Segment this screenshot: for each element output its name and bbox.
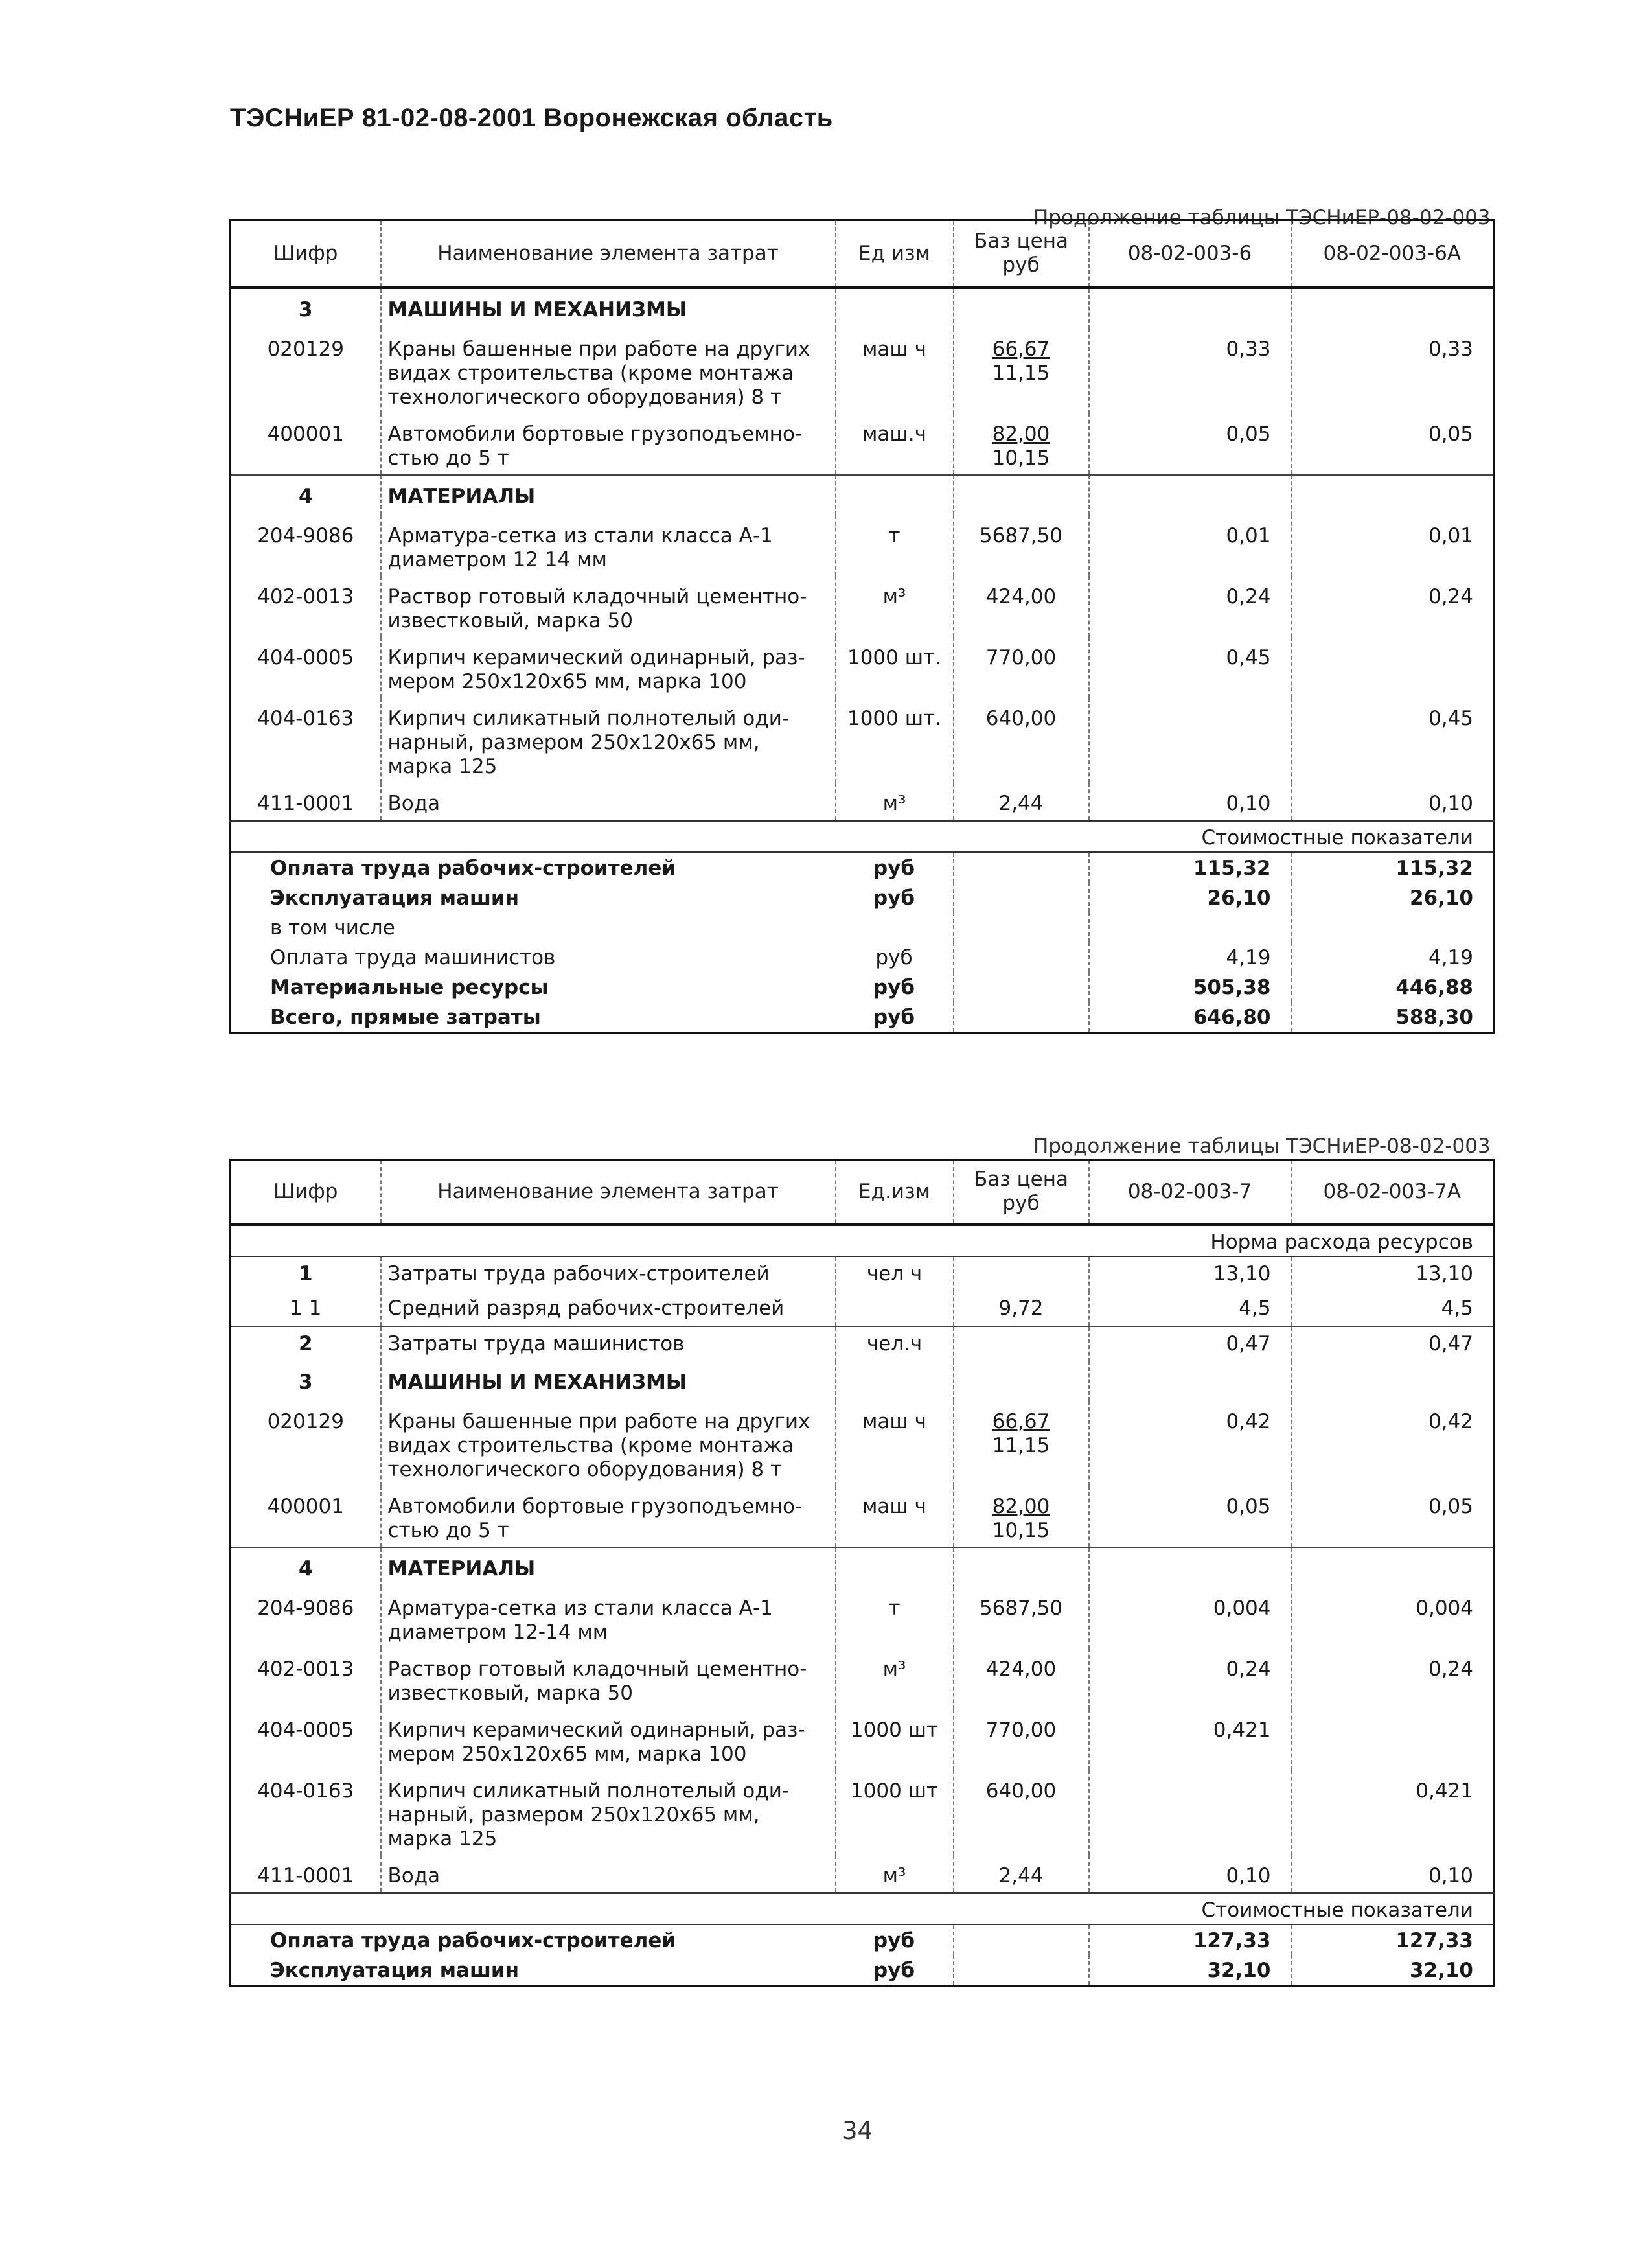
resource-code: 404-0005 (231, 1709, 381, 1770)
table2-summary (231, 1924, 1494, 1986)
empty-cell (954, 475, 1089, 515)
summary-row (231, 912, 1494, 942)
base-price-cell (954, 413, 1089, 475)
section-number: 4 (231, 1547, 381, 1588)
table2-cost-band (231, 1893, 1494, 1924)
resource-code: 400001 (231, 413, 381, 475)
norm-variant-1: 4,5 (1089, 1291, 1291, 1326)
norm-variant-2: 0,10 (1428, 791, 1473, 815)
empty-cell (836, 475, 954, 515)
table2-labor (231, 1256, 1494, 1361)
col-header-unit: Ед.изм (836, 1160, 954, 1225)
resource-name: Кирпич силикатный полнотелый оди-нарный, размером 250х120х65 мм, марка 125 (381, 698, 836, 783)
labor-unit (836, 1291, 954, 1326)
summary-row (231, 942, 1494, 972)
col-header-name: Наименование элемента затрат (381, 220, 836, 288)
resource-code: 400001 (231, 1486, 381, 1547)
summary-variant-1: 4,19 (1089, 942, 1291, 972)
norm-variant-1: 0,05 (1089, 1486, 1291, 1547)
empty-cell (836, 1547, 954, 1588)
labor-name: Средний разряд рабочих-строителей (381, 1291, 836, 1326)
norm-variant-1: 0,10 (1089, 783, 1291, 821)
summary-variant-1: 646,80 (1089, 1002, 1291, 1033)
resource-row (231, 515, 1494, 576)
resource-row (231, 329, 1494, 413)
base-price-cell (954, 1648, 1089, 1709)
base-price: 66,67 (992, 1409, 1050, 1433)
resource-name: Арматура-сетка из стали класса А-1 диаметром 12 14 мм (381, 515, 836, 576)
col-header-variant-2: 08-02-003-6А (1291, 220, 1494, 288)
empty-cell (1089, 1547, 1291, 1588)
base-price: 640,00 (985, 1779, 1057, 1803)
summary-name: Эксплуатация машин (270, 886, 520, 910)
page-number: 34 (842, 2117, 873, 2145)
base-price-cell (954, 1855, 1089, 1893)
summary-row (231, 1002, 1494, 1033)
norm-variant-2: 0,47 (1291, 1326, 1494, 1361)
empty-cell (1089, 288, 1291, 329)
base-price: 5687,50 (979, 1596, 1063, 1620)
empty-cell (954, 1361, 1089, 1401)
norm-variant-2: 0,004 (1416, 1596, 1473, 1620)
norm-variant-1: 0,01 (1089, 515, 1291, 576)
base-price-wages: 10,15 (992, 446, 1050, 470)
empty-cell (954, 1955, 1089, 1986)
norm-variant-1: 0,45 (1089, 637, 1291, 698)
resource-code: 402-0013 (231, 1648, 381, 1709)
empty-cell (954, 972, 1089, 1002)
empty-cell (954, 912, 1089, 942)
section-title: МАШИНЫ И МЕХАНИЗМЫ (381, 1361, 836, 1401)
resource-code: 204-9086 (231, 1588, 381, 1648)
empty-cell (1291, 1547, 1494, 1588)
resource-code: 411-0001 (231, 783, 381, 821)
base-price-wages: 10,15 (992, 1518, 1050, 1542)
resource-row (231, 1486, 1494, 1547)
summary-name: Эксплуатация машин (270, 1958, 520, 1982)
resource-unit: маш ч (836, 1486, 954, 1547)
resource-name: Раствор готовый кладочный цементно-известковый, марка 50 (381, 576, 836, 637)
summary-unit: руб (836, 1924, 954, 1955)
labor-unit: чел ч (836, 1256, 954, 1291)
summary-variant-1: 115,32 (1089, 852, 1291, 883)
resource-code: 204-9086 (231, 515, 381, 576)
summary-unit: руб (836, 852, 954, 883)
summary-variant-1: 505,38 (1089, 972, 1291, 1002)
table1-continuation-caption: Продолжение таблицы ТЭСНиЕР-08-02-003 (1033, 206, 1491, 229)
norm-variant-1 (1089, 698, 1291, 783)
labor-row (231, 1256, 1494, 1291)
base-price: 770,00 (985, 1718, 1057, 1742)
labor-row (231, 1291, 1494, 1326)
section-number: 3 (231, 1361, 381, 1401)
resource-row (231, 637, 1494, 698)
summary-unit: руб (836, 972, 954, 1002)
base-price-cell (954, 1401, 1089, 1486)
norm-variant-1: 0,24 (1089, 1648, 1291, 1709)
norm-variant-1: 0,33 (1089, 329, 1291, 413)
base-price: 424,00 (985, 1657, 1057, 1681)
table2-norm-band (231, 1225, 1494, 1256)
summary-name: Материальные ресурсы (270, 975, 549, 999)
summary-variant-1: 32,10 (1089, 1955, 1291, 1986)
resource-name: Вода (381, 783, 836, 821)
resource-name: Автомобили бортовые грузоподъемно-стью до 5 т (381, 1486, 836, 1547)
summary-row (231, 852, 1494, 883)
table1-cost-band (231, 820, 1494, 852)
empty-cell (954, 288, 1089, 329)
resource-name: Автомобили бортовые грузоподъемно-стью до 5 т (381, 413, 836, 475)
base-price: 424,00 (985, 584, 1057, 608)
empty-cell (1089, 1361, 1291, 1401)
norm-variant-1: 0,421 (1089, 1709, 1291, 1770)
norm-variant-2: 0,421 (1416, 1779, 1473, 1803)
base-price: 2,44 (998, 1864, 1044, 1888)
summary-row (231, 972, 1494, 1002)
col-header-price: Баз цена руб (954, 220, 1089, 288)
summary-unit: руб (836, 942, 954, 972)
empty-cell (954, 1924, 1089, 1955)
summary-variant-2: 446,88 (1395, 975, 1473, 999)
summary-unit: руб (836, 1002, 954, 1033)
resource-name: Краны башенные при работе на других видах строительства (кроме монтажа технологического оборудования) 8 т (381, 329, 836, 413)
resource-code: 402-0013 (231, 576, 381, 637)
base-price-cell (954, 698, 1089, 783)
resource-unit: м³ (836, 576, 954, 637)
section-row (231, 1361, 1494, 1401)
empty-cell (954, 883, 1089, 912)
resource-unit: маш ч (836, 1401, 954, 1486)
base-price-wages: 11,15 (992, 361, 1050, 385)
norm-variant-2: 0,05 (1428, 422, 1473, 446)
resource-unit: т (836, 1588, 954, 1648)
norm-variant-1: 0,42 (1089, 1401, 1291, 1486)
base-price-cell (954, 1709, 1089, 1770)
resource-name: Кирпич силикатный полнотелый оди-нарный, размером 250х120х65 мм, марка 125 (381, 1770, 836, 1855)
cost-indicators-label: Стоимостные показатели (231, 1893, 1494, 1924)
empty-cell (1291, 475, 1494, 515)
resource-code: 404-0005 (231, 637, 381, 698)
summary-variant-2: 32,10 (1409, 1958, 1473, 1982)
empty-cell (954, 1002, 1089, 1033)
empty-cell (954, 852, 1089, 883)
norm-variant-2: 0,45 (1428, 706, 1473, 730)
section-title: МАШИНЫ И МЕХАНИЗМЫ (381, 288, 836, 329)
summary-variant-2: 26,10 (1409, 886, 1473, 910)
norm-variant-2: 4,5 (1441, 1296, 1473, 1320)
summary-variant-2: 115,32 (1395, 856, 1473, 880)
empty-cell (836, 1361, 954, 1401)
norm-variant-1 (1089, 1770, 1291, 1855)
section-row (231, 1547, 1494, 1588)
col-header-code: Шифр (231, 220, 381, 288)
section-row (231, 475, 1494, 515)
empty-cell (954, 942, 1089, 972)
norm-variant-1: 0,10 (1089, 1855, 1291, 1893)
labor-name: Затраты труда машинистов (381, 1326, 836, 1361)
resource-unit: 1000 шт. (836, 637, 954, 698)
base-price: 66,67 (992, 337, 1050, 361)
section-number: 4 (231, 475, 381, 515)
resource-norm-label: Норма расхода ресурсов (231, 1225, 1494, 1256)
norm-variant-2: 0,33 (1428, 337, 1473, 361)
labor-code: 2 (231, 1326, 381, 1361)
base-price-cell (954, 576, 1089, 637)
table1 (229, 219, 1495, 1034)
summary-row (231, 1955, 1494, 1986)
resource-row (231, 1648, 1494, 1709)
resource-unit: 1000 шт. (836, 698, 954, 783)
norm-variant-1: 13,10 (1089, 1256, 1291, 1291)
norm-variant-2: 0,24 (1428, 1657, 1473, 1681)
resource-unit: м³ (836, 1648, 954, 1709)
norm-variant-2 (1291, 1709, 1494, 1770)
resource-name: Арматура-сетка из стали класса А-1 диаметром 12-14 мм (381, 1588, 836, 1648)
resource-unit: 1000 шт (836, 1709, 954, 1770)
base-price-cell (954, 1486, 1089, 1547)
resource-row (231, 1770, 1494, 1855)
resource-unit: 1000 шт (836, 1770, 954, 1855)
resource-unit: м³ (836, 783, 954, 821)
summary-name: Оплата труда рабочих-строителей (270, 856, 676, 880)
norm-variant-1: 0,004 (1089, 1588, 1291, 1648)
document-title: ТЭСНиЕР 81-02-08-2001 Воронежская область (230, 104, 833, 132)
section-title: МАТЕРИАЛЫ (381, 1547, 836, 1588)
col-header-variant-1: 08-02-003-6 (1089, 220, 1291, 288)
resource-unit: м³ (836, 1855, 954, 1893)
resource-name: Кирпич керамический одинарный, раз-мером 250х120х65 мм, марка 100 (381, 1709, 836, 1770)
summary-variant-2: 127,33 (1395, 1928, 1473, 1952)
summary-unit: руб (836, 1955, 954, 1986)
col-header-unit: Ед изм (836, 220, 954, 288)
labor-price (954, 1256, 1089, 1291)
base-price-cell (954, 783, 1089, 821)
summary-unit: руб (836, 883, 954, 912)
col-header-variant-2: 08-02-003-7А (1291, 1160, 1494, 1225)
resource-unit: маш.ч (836, 413, 954, 475)
summary-row (231, 883, 1494, 912)
summary-name: Всего, прямые затраты (270, 1005, 541, 1029)
norm-variant-2: 0,01 (1428, 524, 1473, 548)
table1-body (231, 288, 1494, 821)
col-header-name: Наименование элемента затрат (381, 1160, 836, 1225)
resource-row (231, 576, 1494, 637)
resource-row (231, 1855, 1494, 1893)
col-header-price: Баз цена руб (954, 1160, 1089, 1225)
base-price: 770,00 (985, 645, 1057, 669)
resource-row (231, 783, 1494, 821)
resource-unit: маш ч (836, 329, 954, 413)
summary-variant-1 (1089, 912, 1291, 942)
table1-header-row (231, 220, 1494, 288)
resource-code: 411-0001 (231, 1855, 381, 1893)
summary-variant-2: 4,19 (1428, 945, 1473, 969)
empty-cell (1291, 288, 1494, 329)
summary-variant-2: 588,30 (1395, 1005, 1473, 1029)
norm-variant-1: 0,24 (1089, 576, 1291, 637)
base-price: 82,00 (992, 422, 1050, 446)
resource-name: Кирпич керамический одинарный, раз-мером 250х120х65 мм, марка 100 (381, 637, 836, 698)
section-number: 3 (231, 288, 381, 329)
base-price-cell (954, 1588, 1089, 1648)
resource-row (231, 413, 1494, 475)
resource-unit: т (836, 515, 954, 576)
norm-variant-1: 0,47 (1089, 1326, 1291, 1361)
labor-code: 1 1 (231, 1291, 381, 1326)
norm-variant-2: 0,05 (1428, 1494, 1473, 1518)
norm-variant-1: 0,05 (1089, 413, 1291, 475)
labor-name: Затраты труда рабочих-строителей (381, 1256, 836, 1291)
col-header-variant-1: 08-02-003-7 (1089, 1160, 1291, 1225)
norm-variant-2: 13,10 (1416, 1262, 1473, 1286)
norm-variant-2: 0,10 (1428, 1864, 1473, 1888)
labor-row (231, 1326, 1494, 1361)
summary-name: в том числе (270, 916, 395, 940)
resource-row (231, 1401, 1494, 1486)
col-header-code: Шифр (231, 1160, 381, 1225)
resource-row (231, 1709, 1494, 1770)
norm-variant-2: 0,42 (1428, 1409, 1473, 1433)
summary-variant-2 (1291, 912, 1494, 942)
summary-variant-1: 127,33 (1089, 1924, 1291, 1955)
base-price: 640,00 (985, 706, 1057, 730)
base-price-cell (954, 515, 1089, 576)
base-price-cell (954, 1770, 1089, 1855)
resource-name: Краны башенные при работе на других видах строительства (кроме монтажа технологического оборудования) 8 т (381, 1401, 836, 1486)
base-price-cell (954, 637, 1089, 698)
empty-cell (1291, 1361, 1494, 1401)
resource-code: 404-0163 (231, 1770, 381, 1855)
summary-variant-1: 26,10 (1089, 883, 1291, 912)
table2-header-row (231, 1160, 1494, 1225)
labor-price (954, 1326, 1089, 1361)
summary-name: Оплата труда машинистов (270, 945, 556, 969)
base-price-cell (954, 329, 1089, 413)
summary-row (231, 1924, 1494, 1955)
norm-variant-2 (1291, 637, 1494, 698)
empty-cell (836, 288, 954, 329)
empty-cell (1089, 475, 1291, 515)
resource-name: Вода (381, 1855, 836, 1893)
base-price: 2,44 (998, 791, 1044, 815)
empty-cell (954, 1547, 1089, 1588)
resource-row (231, 698, 1494, 783)
table2-body (231, 1361, 1494, 1893)
resource-code: 020129 (231, 329, 381, 413)
section-row (231, 288, 1494, 329)
base-price: 5687,50 (979, 524, 1063, 548)
base-price: 82,00 (992, 1494, 1050, 1518)
summary-unit (836, 912, 954, 942)
base-price-wages: 11,15 (992, 1433, 1050, 1457)
labor-price: 9,72 (954, 1291, 1089, 1326)
resource-name: Раствор готовый кладочный цементно-известковый, марка 50 (381, 1648, 836, 1709)
resource-row (231, 1588, 1494, 1648)
labor-code: 1 (231, 1256, 381, 1291)
norm-variant-2: 0,24 (1428, 584, 1473, 608)
labor-unit: чел.ч (836, 1326, 954, 1361)
resource-code: 020129 (231, 1401, 381, 1486)
table2 (229, 1159, 1495, 1987)
table2-continuation-caption: Продолжение таблицы ТЭСНиЕР-08-02-003 (1033, 1135, 1491, 1158)
summary-name: Оплата труда рабочих-строителей (270, 1928, 676, 1952)
cost-indicators-label: Стоимостные показатели (231, 820, 1494, 852)
resource-code: 404-0163 (231, 698, 381, 783)
section-title: МАТЕРИАЛЫ (381, 475, 836, 515)
table1-summary (231, 852, 1494, 1033)
